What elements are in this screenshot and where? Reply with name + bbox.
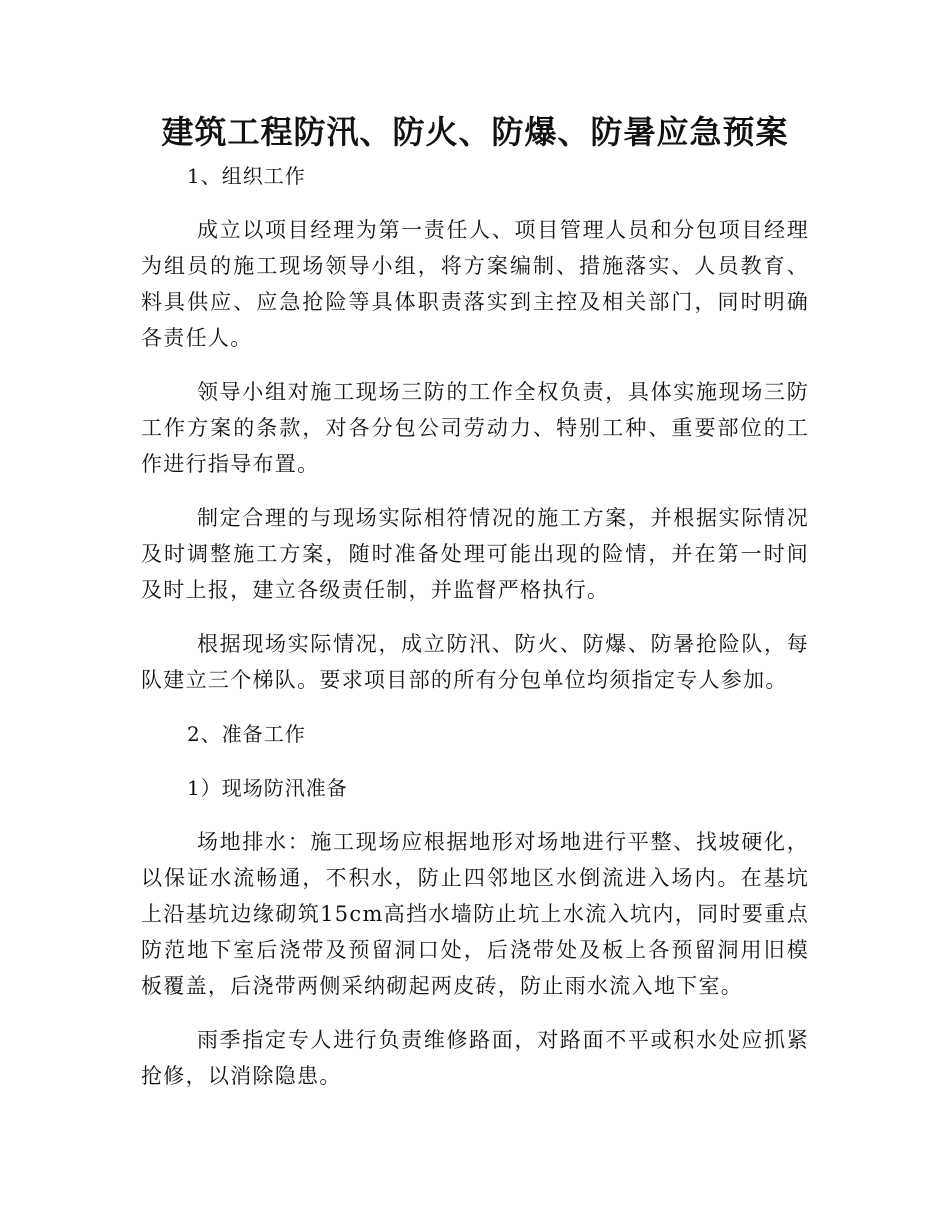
document-body [141, 108, 809, 1112]
section-heading-preparation: 2、准备工作 [187, 722, 306, 746]
paragraph: 制定合理的与现场实际相符情况的施工方案，并根据实际情况及时调整施工方案，随时准备处理可能出现的险情，并在第一时间及时上报，建立各级责任制，并监督严格执行。 [141, 506, 809, 602]
section-heading-organization: 1、组织工作 [187, 164, 306, 188]
paragraph: 根据现场实际情况，成立防汛、防火、防爆、防暑抢险队，每队建立三个梯队。要求项目部的所有分包单位均须指定专人参加。 [141, 632, 809, 692]
subsection-heading-flood-prep: 1）现场防汛准备 [187, 776, 348, 800]
paragraph: 成立以项目经理为第一责任人、项目管理人员和分包项目经理为组员的施工现场领导小组，将方案编制、措施落实、人员教育、料具供应、应急抢险等具体职责落实到主控及相关部门，同时明确各责任人。 [141, 218, 809, 350]
document-title: 建筑工程防汛、防火、防爆、防暑应急预案 [161, 113, 789, 151]
paragraph: 领导小组对施工现场三防的工作全权负责，具体实施现场三防工作方案的条款，对各分包公司劳动力、特别工种、重要部位的工作进行指导布置。 [141, 380, 809, 476]
paragraph: 雨季指定专人进行负责维修路面，对路面不平或积水处应抓紧抢修，以消除隐患。 [141, 1028, 809, 1088]
paragraph: 场地排水：施工现场应根据地形对场地进行平整、找坡硬化，以保证水流畅通，不积水，防止四邻地区水倒流进入场内。在基坑上沿基坑边缘砌筑15cm高挡水墙防止坑上水流入坑内，同时要重点防范地下室后浇带及预留洞口处，后浇带处及板上各预留洞用旧模板覆盖，后浇带两侧采纳砌起两皮砖，防止雨水流入地下室。 [141, 830, 809, 998]
